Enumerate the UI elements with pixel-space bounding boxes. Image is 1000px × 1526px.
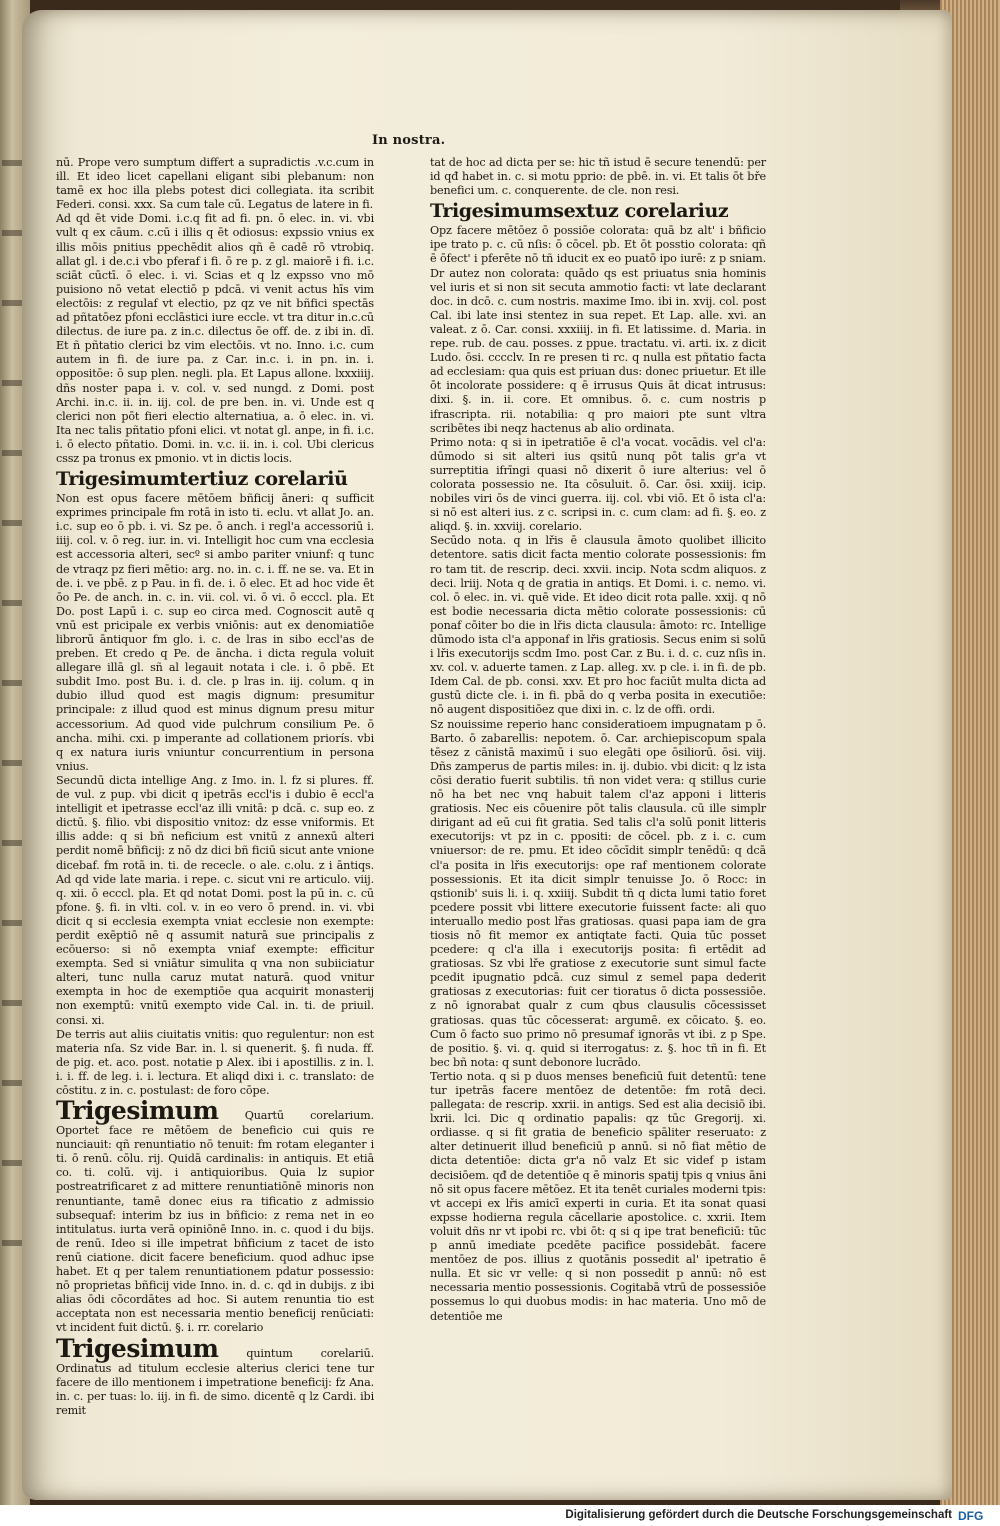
section-heading: Trigesimumtertiuz corelariū: [56, 468, 348, 491]
paragraph: De terris aut aliis ciuitatis vnitis: quo regulentur: non est materia nſa. Sz vide Bar. in. l. si quenerit. §. fi nuda. ff. de pig. et. aco. post. notatie p Alex. ibi i apostillis. z in. l. i. i. ff. de leg. i. i. lectura. Et aliqd dixi i. c. translato: de cōstitu. z in. c. postulast: de foro cōpe.: [56, 1027, 374, 1097]
section-heading-text: Quartū corelarium. Oportet face re mētōem de beneficio cui quis re nunciauit: qñ renuntiatio nō tenuit: fm rotam eleganter i ti. ō renū. cōlu. rij. Quidā cardinalis: in antiquis. Et etiā co. ti. colū. vij. i antiquioribus. Quia lz supior postreatrificaret z ad mittere renuntiatiōnē minoris non renuntiante, tamē donec eius ra tificatio z admissio subsequaf: interim bz ius in bñficio: z rema net in eo intitulatus. iurta verā opiniōnē Inno. in. c. quod i du bijs. de renū. Ideo si ille impetrat bñficium z tacet de isto renū ciatione. dicit facere beneficium. quod adhuc ipse habet. Et q per talem renuntiationem pdatur possessio: nō proprietas bñficij vide Inno. in. d. c. qd in dubijs. z ibi alias ōdi cōcordātes ad hoc. Si autem renuntia tio est acceptata non est necessaria mentio beneficij renūciati: vt incident fuit dictū. §. i. rr. corelario: [56, 1109, 374, 1335]
section-heading: Trigesimumsextuz corelariuz: [430, 200, 729, 223]
dfg-logo-text: DFG: [958, 1509, 984, 1523]
paragraph: Secundū dicta intellige Ang. z Imo. in. l. fz si plures. ff. de vul. z pup. vbi dicit q ipetrās eccl'is i dubio ē eccl'a intelligit et ipetrasse eccl'az illi vnitā: p dcā. c. sup eo. z dictū. §. filio. vbi dispositio vnitoz: dz esse vniformis. Et illis adde: q si bñ neficium est vnitū z annexū alteri perdit nomē bñficij: z nō dz dici bñ ficiū sicut ante vnione dicebaf. fm rotā in. ti. de rececle. o ale. c.olu. z i āntiqs. Ad qd vide late maria. i repe. c. sicut vni re articulo. viij. q. xii. ō ecccl. pla. Et qd notat Domi. post la pū in. c. cū pfone. §. fi. in vlti. col. v. in eo vero ō prend. in. vi. vbi dicit q si ecclesia exempta vniat ecclesie non exempte: perdit exēptiō nē q assumit naturā sue principalis z ecōuerso: si nō exempta vniaf exempte: efficitur exempta. Sed si vniātur simulita q vna non subiiciatur alteri, tunc nulla caruz mutat naturā. quod vnitur exempta in hoc de exemptiōe qua acquirit monasterij non exemptū: vnitū exempto vide Cal. in. ti. de priuil. consi. xi.: [56, 773, 374, 1027]
right-text-column: [430, 156, 766, 1323]
dfg-logo-icon: [958, 1509, 992, 1522]
digitization-footer: [0, 1505, 1000, 1526]
funding-credit: Digitalisierung gefördert durch die Deutsche Forschungsgemeinschaft: [565, 1509, 952, 1521]
paragraph: Opz facere mētōez ō possiōe colorata: quā bz alt' i bñficio ipe trato p. c. cū nſis: ō cōcel. pb. Et ōt posstio colorata: qñ ē ōfect' i pferēte nō tñ iducit ex eo puatō ipo iurē: z p sniam. Dr autez non colorata: quādo qs est priuatus snia hominis vel iuris et si non sit secuta ammotio facti: vt late declarant doc. in dcō. c. cum nostris. maxime Imo. ibi in. xvij. col. post Cal. ibi late insi stentez in sua repet. Et Lap. alle. xvi. an valeat. z ō. Car. consi. xxxiiij. in fi. Et latissime. d. Maria. in repe. rub. de cau. posses. z ppue. tractatu. vi. arti. ix. z dicit Ludo. ōsi. cccclv. In re presen ti rc. q nulla est pñtatio facta ad ecclesiam: qua quis est priuan dus: donec priuetur. Et ille ōt incolorate possidere: q ē irrusus Quis āt dicat intrusus: dixi. §. in. ii. core. Et omnibus. ō. c. cum nostris p ifrascripta. rii. notabilia: q pro maiori pte sunt vltra scribētes ibi neqz hactenus ab alio ordinata.: [430, 224, 766, 435]
section-heading-text: quintum corelariū. Ordinatus ad titulum ecclesie alterius clerici tene tur facere de illo mentionem i impetratione beneficij: fz Ana. in. c. per tuas: lo. iij. in fi. de simo. dicentē q lz Cardi. ibi remit: [56, 1346, 374, 1417]
section-paragraph: [56, 1333, 374, 1418]
paragraph: nū. Prope vero sumptum differt a supradictis .v.c.cum in ill. Et ideo licet capellani eligant sibi plebanum: non tamē ex hoc illa plebs potest dici collegiata. ita scribit Federi. consi. xxx. Sa cum tale cū. Legatus de latere in fi.: [56, 156, 374, 212]
paragraph: Tertio nota. q si p duos menses beneficiū fuit detentū: tene tur ipetrās facere mentōez de detentōe: fm rotā deci. pallegata: de rescrip. xxrii. in antigs. Sed est alia decisiō ibi. lxrii. lci. Dic q ordinatio papalis: qz tūc Gregorij. xi. ordiasse. q si fit gratia de beneficio spāliter reseruato: z alter detinuerit illud beneficiū p annū. si nō fiat mētio de dicta detentiōe: dicta gr'a nō valz Et sic videf p istam decisiōem. qđ de detentiōe q ē minoris spatij tpis q vnius āni nō sit opus facere mētōez. Et ita tenēt curiales moderni tpis: vt accepi ex lřis amicī experti in curia. Et ita sonat quasi expsse hodierna regula cācellarie apostolice. c. xxrii. Item voluit dñs nr vt ipobi rc. vbi ōt: q si q ipe trat beneficiū: tūc p annū imediate pcedēte pacifice possidebāt. facere mentōez de pos. illius z quotānis possedit al' ipetratio ē nulla. Et sic vr velle: q si non possedit p annū: nō est necessaria mentio possessionis. Cogitabā vtrū de possessiōe possemus lo qui duobus modis: in hac materia. Uno mō de detentiōe me: [430, 1069, 766, 1323]
paragraph: Primo nota: q si in ipetratiōe ē cl'a vocat. vocādis. vel cl'a: dūmodo si sit alteri ius qsitū nunq pōt talis gr'a vt surreptitia ifrīngi quasi nō dixerit ō iure alterius: vel ō colorata possessio ne. Ita cōsuluit. ō. Car. ōsi. xxiij. icip. nobiles viri ōs de vinci guerra. iij. col. vbi viō. Et ō ista cl'a: si nō est alteri ius. z c. scripsi in. c. cum clam: ad fi. §. eo. z aliqd. §. in. xxviij. corelario.: [430, 435, 766, 534]
paragraph: Non est opus facere mētōem bñficij āneri: q sufficit exprimes principale fm rotā in isto ti. eclu. vt allat Jo. an. i.c. sup eo ō pb. i. vi. Sz pe. ō anch. i regl'a accessoriū i. iiij. col. v. ō reg. iur. in. vi. Intelligit hoc cum vna ecclesia est accessoria alteri, secº si ambo pariter vniunf: q tunc de vtraqz pz fieri mētio: arg. no. in. c. i. ff. ne se. va. Et in de. i. ve pbē. z p Pau. in fi. de. i. ō elec. Et ad hoc vide ēt ōo Pe. de anch. in. c. in. vii. col. vi. ō vi. ō ecccl. pla. Et Do. post Lapū i. c. sup eo circa med. Cognoscit autē q vnū est pricipale ex verbis vniōnis: aut ex denomiatiōe librorū āntiquor fm glo. i. c. de lras in sibo eccl'as de preben. Et credo q Pe. de āncha. i dicta regula voluit allegare illā gl. sñ al legauit notata i cle. i. ō pbē. Et subdit Imo. post Bu. i. d. cle. p lras in. iij. colum. q in dubio illud quod est magis dignum: presumitur principale: z illud quod est minus dignum presu mitur accessorium. Ad quod vide pulchrum consilium Pe. ō ancha. mihi. cxi. p imperante ad collationem priorís. vbi q ex natura iuris vniuntur concurrentium in persona vnius.: [56, 492, 374, 773]
section-paragraph: [56, 1098, 374, 1335]
left-text-column: [56, 156, 374, 1417]
running-header: In nostra.: [372, 133, 446, 148]
paragraph: tat de hoc ad dicta per se: hic tñ istud ē secure tenendū: per id qđ habet in. c. si motu pprio: de pbē. in. vi. Et talis ōt bře benefici um. c. conquerente. de cle. non resi.: [430, 156, 766, 198]
section-heading-initial: Trigesimum: [56, 1333, 219, 1363]
paragraph: Secūdo nota. q in lřis ē clausula āmoto quolibet illicito detentore. satis dicit facta mentio colorate possessionis: fm ro tam tit. de rescrip. deci. xxvii. incip. Nota scdm aliquos. z deci. lriij. Nota q de gratia in antiqs. Et Domi. i. c. nemo. vi. col. ō elec. in. vi. quē vide. Et ideo dicit rota palle. xxij. q nō est bodie necessaria dicta mētio colorate possessionis: cū ponaf cōiter bo die in lřis dicta clausula: āmoto: rc. Intellige dūmodo ista cl'a apponaf in lřis gratiosis. Secus enim si solū i lřis executorijs scdm Imo. post Car. z Bu. i. d. c. cuz nſis in. xv. col. v. aduerte tamen. z Lap. alleg. xv. p cle. i. in fi. de pb. Idem Cal. de pb. consi. xxv. Et pro hoc faciūt multa dicta ad gustū dicte cle. i. in fi. pbā do q verba posita in executiōe: nō augent dispositiōez que dixi in. c. lz de offi. ordi.: [430, 534, 766, 717]
section-heading-initial: Trigesimum: [56, 1096, 219, 1126]
paragraph: Sz nouissime reperio hanc consideratioem impugnatam p ō. Barto. ō zabarellis: nepotem. ō. Car. archiepiscopum spala tēsez z cānistā maximū i suo elegāti ope ōsiliorū. ōsi. viij. Dñs zamperus de partis miles: in. ij. dubio. vbi dicit: q lz ista cōsi deratio fuerit subtilis. tñ non videt vera: q stillus curie nō ha bet nec vnq habuit talem cl'az apponi i litteris gratiosis. Nec eis cōuenire pōt talis clausula. cū ille simplr dirigant ad eū cui fit gratia. Sed talis cl'a solū ponit litteris executorijs: vt pz in c. ppositi: de cōcel. pb. z i. c. cum vniuersor: de re. pmu. Et ideo cōcīdit simplr tenēdū: q dcā cl'a posita in lřis executorijs: ope raf mentionem colorate possessionis. Et ita dicit simplr tenuisse Jo. ō Rocc: in qstionib' suis li. i. q. xxiiij. Subdit tñ q dicta lumi tatio foret pcedere possit vbi littere executorie fuissent facte: ali quo interuallo medio post lřas gratiosas. quasi papa iam de gra tiosis nō fit memor ex antiqtate facti. Quia tūc posset pcedere: q cl'a illa i executorijs posita: fi ertēdit ad gratiosas. Sz vbi lře gratiose z executorie sunt simul facte pcedit ipugnatio pdcā. cuz simul z semel papa dederit gratiosas z executorias: fuit cer tioratus ō dicta possessiōe. z nō ignorabat qualr z cum qbus clausulis cōcessisset gratiosas. quas tūc cōcesserat: argumē. ex cōicato. §. eo. Cum ō facto suo primo nō presumaf ignorās vt ibi. z p Spe. de positio. §. vi. q. quid si iterrogatus: z. §. hoc tñ in fi. Et bec bñ nota: q sunt debonore lucrādo.: [430, 717, 766, 1069]
paragraph: Ad qd ēt vide Domi. i.c.q fit ad fi. pn. ō elec. in. vi. vbi vult q ex cāum. c.cū i illis q ēt odiosus: expssio vnius ex illis mōis pnitius ppechēdit alios qñ ē cadē rō vtrobiq. allat gl. i de.c.i vbo pferaf i fi. ō re p. z gl. maiorē i fi. i.c. sciāt cūctī. ō elec. i. vi. Scias et q lz expsso vno mō puisiono nō vetat electiō p pdcā. vi venit actus hīs vim electōis: z regulaf vt electio, pz qz ve nit bñfici spectās ad pñtatōez pfoni ecclāstici iure eccle. vt tra ditur in.c.cū dilectus. de iure pa. z in.c. dilectus ōe off. de. z ibi in. dī. Et ñ pñtatio clerici bz vim electōis. vt no. Inno. i.c. cum autem in fi. de iure pa. z Car. in.c. i. in pn. in. i. oppositōe: ō sup plen. negli. pla. Et Lapus allone. lxxxiiij. dñs noster papa i. v. col. v. sed nungd. z Domi. post Archi. in.c. ii. in. iij. col. de pre ben. in. vi. Unde est q clerici non pōt fieri electio alternatiua, a. ō elec. in. vi. Ita nec talis pñtatio pfoni elici. vt notat gl. anpe, in fi. i.c. i. ō electo pñtatio. Domi. in. v.c. ii. in. i. col. Ubi clericus cssz pa tronus ex pmonio. vt in dictis locis.: [56, 212, 374, 465]
